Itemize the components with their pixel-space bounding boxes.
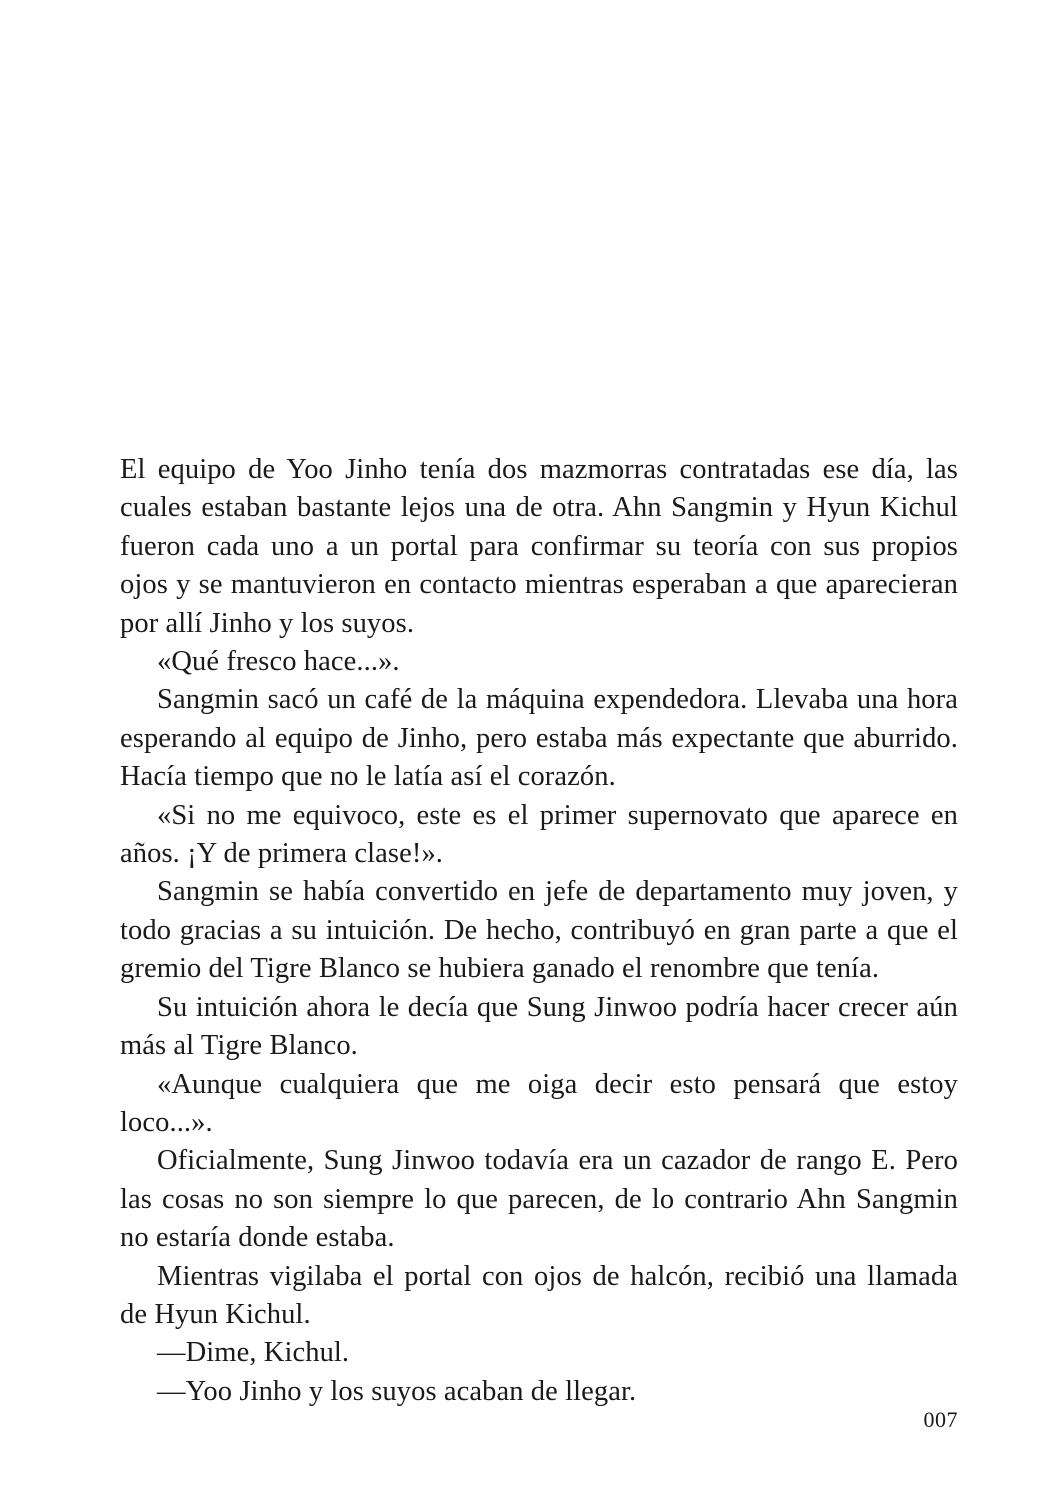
page-number: 007 <box>923 1407 958 1432</box>
page-text-block <box>120 451 958 1411</box>
paragraph: —Yoo Jinho y los suyos acaban de llegar. <box>157 1375 637 1407</box>
paragraph: «Si no me equivoco, este es el primer supernovato que aparece en años. ¡Y de primera clase!». <box>120 799 958 870</box>
paragraph: El equipo de Yoo Jinho tenía dos mazmorras contratadas ese día, las cuales estaban bastante lejos una de otra. Ahn Sangmin y Hyun Kichul fueron cada uno a un portal para confirmar su teoría con sus propios ojos y se mantuvieron en contacto mientras esperaban a que aparecieran por allí Jinho y los suyos. <box>120 454 958 639</box>
paragraph: —Dime, Kichul. <box>157 1337 350 1369</box>
paragraph: Sangmin se había convertido en jefe de departamento muy joven, y todo gracias a su intuición. De hecho, contribuyó en gran parte a que el gremio del Tigre Blanco se hubiera ganado el renombre que tenía. <box>120 876 958 985</box>
paragraph: «Qué fresco hace...». <box>157 646 400 678</box>
paragraph: Oficialmente, Sung Jinwoo todavía era un cazador de rango E. Pero las cosas no son siempre lo que parecen, de lo contrario Ahn Sangmin no estaría donde estaba. <box>120 1145 958 1254</box>
paragraph: Su intuición ahora le decía que Sung Jinwoo podría hacer crecer aún más al Tigre Blanco. <box>120 991 958 1062</box>
paragraph: Mientras vigilaba el portal con ojos de halcón, recibió una llamada de Hyun Kichul. <box>120 1260 958 1330</box>
paragraph: Sangmin sacó un café de la máquina expendedora. Llevaba una hora esperando al equipo de Jinho, pero estaba más expectante que aburrido. Hacía tiempo que no le latía así el corazón. <box>120 684 958 793</box>
paragraph: «Aunque cualquiera que me oiga decir esto pensará que estoy loco...». <box>120 1068 958 1138</box>
